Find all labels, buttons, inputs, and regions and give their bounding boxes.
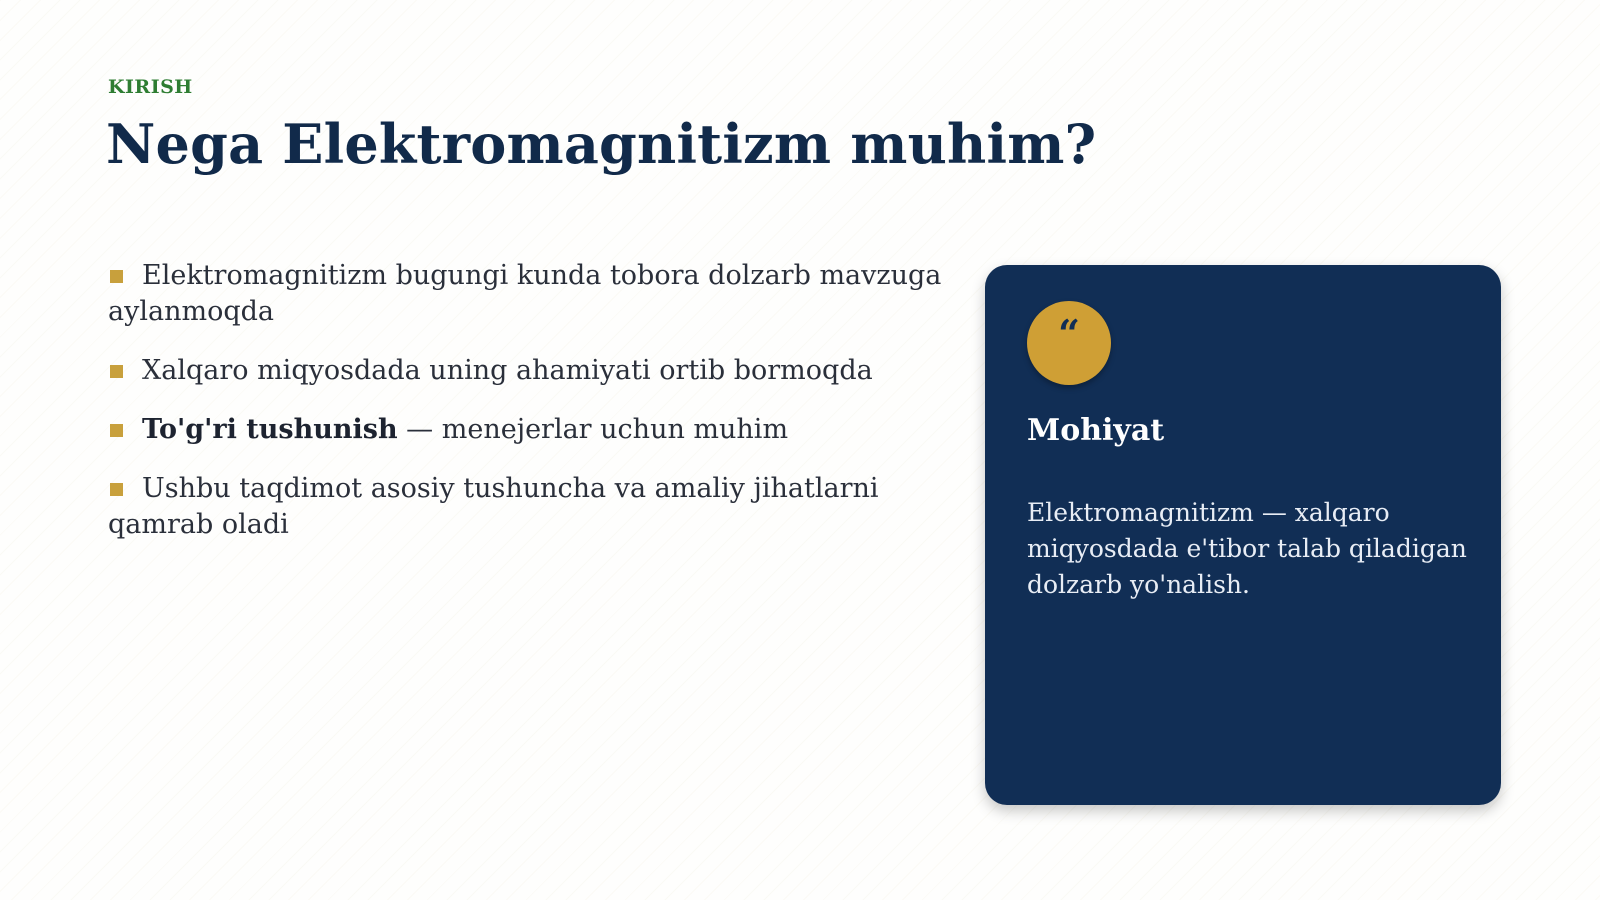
bullet-text: Xalqaro miqyosdada uning ahamiyati ortib bormoqda bbox=[142, 355, 873, 386]
square-bullet-icon bbox=[110, 365, 123, 378]
bullet-text: Elektromagnitizm bugungi kunda tobora dolzarb mavzuga aylanmoqda bbox=[108, 260, 942, 327]
bullet-text: — menejerlar uchun muhim bbox=[397, 414, 789, 445]
square-bullet-icon bbox=[110, 270, 123, 283]
bullet-item bbox=[108, 412, 948, 448]
bullet-item bbox=[108, 258, 948, 330]
square-bullet-icon bbox=[110, 483, 123, 496]
square-bullet-icon bbox=[110, 424, 123, 437]
quote-glyph: “ bbox=[1058, 311, 1080, 356]
bullet-text: Ushbu taqdimot asosiy tushuncha va amaliy jihatlarni qamrab oladi bbox=[108, 473, 879, 540]
slide-title: Nega Elektromagnitizm muhim? bbox=[106, 112, 1097, 176]
highlight-card bbox=[985, 265, 1501, 805]
section-label: KIRISH bbox=[108, 76, 193, 98]
bullet-item bbox=[108, 353, 948, 389]
bullet-list bbox=[108, 258, 948, 566]
card-title: Mohiyat bbox=[1027, 413, 1165, 448]
bullet-bold-text: To'g'ri tushunish bbox=[142, 414, 398, 445]
bullet-item bbox=[108, 471, 948, 543]
card-text: Elektromagnitizm — xalqaro miqyosdada e'tibor talab qiladigan dolzarb yo'nalish. bbox=[1027, 498, 1467, 599]
quote-icon bbox=[1027, 301, 1111, 385]
